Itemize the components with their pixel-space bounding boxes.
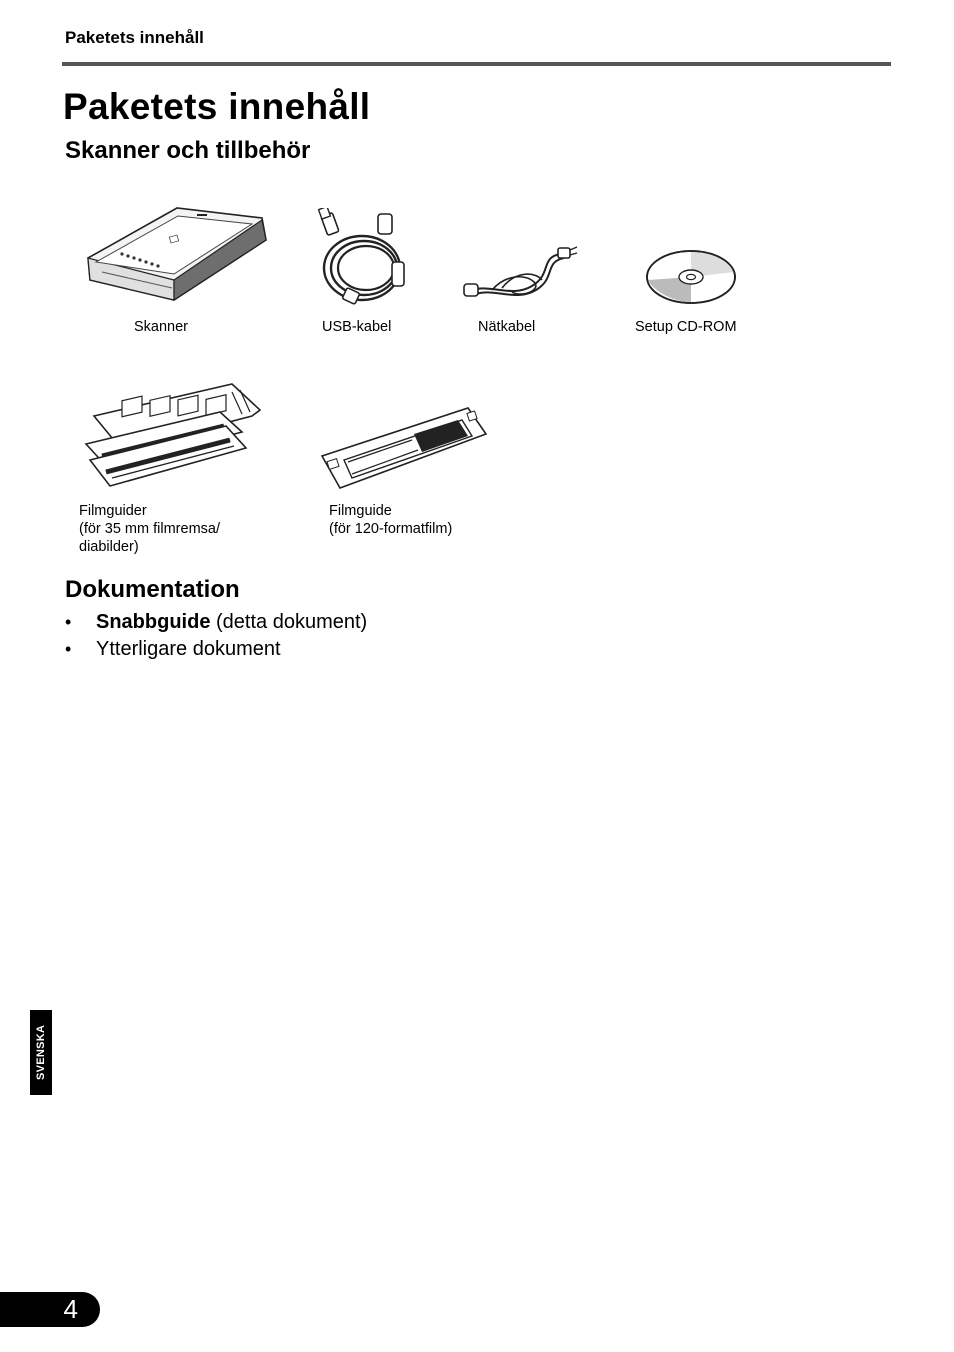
bullet-icon: • [65,612,72,632]
running-header: Paketets innehåll [65,28,204,47]
caption-power-cable: Nätkabel [478,319,536,335]
list-item-bold: Snabbguide [96,611,211,633]
language-tab [30,1010,52,1095]
scanner-icon [82,200,272,312]
bullet-icon: • [65,639,72,659]
caption-cd-rom: Setup CD-ROM [635,319,737,335]
caption-line: (för 35 mm filmremsa/ [79,521,220,537]
page-number-tab [0,1292,100,1327]
caption-film-guide-120 [329,502,452,538]
caption-scanner: Skanner [134,319,189,335]
caption-line: Filmguider [79,503,147,519]
caption-line: Filmguide [329,503,392,519]
caption-line: (för 120-formatfilm) [329,521,453,537]
caption-film-guides-35mm [79,502,220,556]
list-item [65,636,367,663]
film-guides-35mm-icon [82,380,264,492]
header-rule [62,62,891,66]
section-title-accessories: Skanner och tillbehör [65,137,311,164]
section-title-documentation: Dokumentation [65,576,240,603]
page-number: 4 [63,1294,78,1324]
caption-line: diabilder) [79,539,139,555]
usb-cable-icon [318,208,418,308]
caption-usb-cable: USB-kabel [322,319,392,335]
power-cable-icon [462,244,580,304]
film-guide-120-icon [318,404,488,494]
documentation-list [65,609,367,663]
list-item-text: (detta dokument) [210,611,368,633]
list-item [65,609,367,636]
page-title: Paketets innehåll [63,86,371,127]
cd-rom-icon [644,248,738,306]
list-item-text: Ytterligare dokument [96,638,281,660]
language-tab-label: SVENSKA [35,1024,47,1081]
